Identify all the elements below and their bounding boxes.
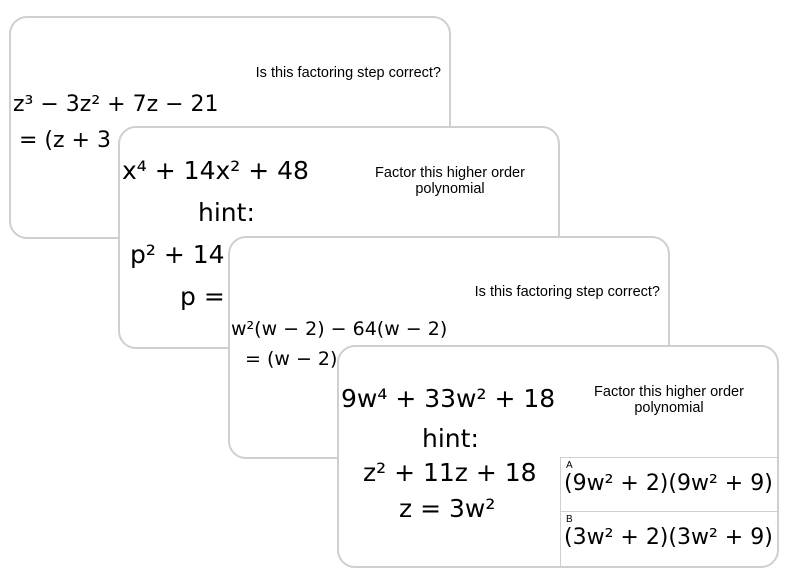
hint-label: hint:	[198, 198, 255, 227]
answer-label: B	[566, 514, 573, 525]
question-text: Factor this higher order polynomial	[594, 384, 744, 416]
answer-text: (9w² + 2)(9w² + 9)	[564, 471, 773, 496]
hint-line-2: p =	[180, 282, 225, 311]
polynomial-expression: x⁴ + 14x² + 48	[122, 156, 309, 185]
expression-line-1: z³ − 3z² + 7z − 21	[13, 92, 219, 117]
expression-line-1: w²(w − 2) − 64(w − 2)	[231, 318, 448, 340]
answer-label: A	[566, 460, 573, 471]
answer-option-a[interactable]	[560, 457, 779, 512]
answer-option-b[interactable]	[560, 511, 779, 568]
flashcard-4[interactable]	[337, 345, 779, 568]
polynomial-expression: 9w⁴ + 33w² + 18	[341, 384, 556, 413]
expression-line-2: = (w − 2)	[245, 348, 338, 370]
question-text: Is this factoring step correct?	[474, 284, 660, 300]
expression-line-2: = (z + 3	[19, 128, 111, 153]
hint-line-2: z = 3w²	[399, 494, 496, 523]
hint-label: hint:	[422, 424, 479, 453]
question-text: Factor this higher order polynomial	[375, 165, 525, 197]
answer-text: (3w² + 2)(3w² + 9)	[564, 525, 773, 550]
hint-line-1: p² + 14	[130, 240, 225, 269]
question-text: Is this factoring step correct?	[255, 65, 441, 81]
hint-line-1: z² + 11z + 18	[363, 458, 537, 487]
